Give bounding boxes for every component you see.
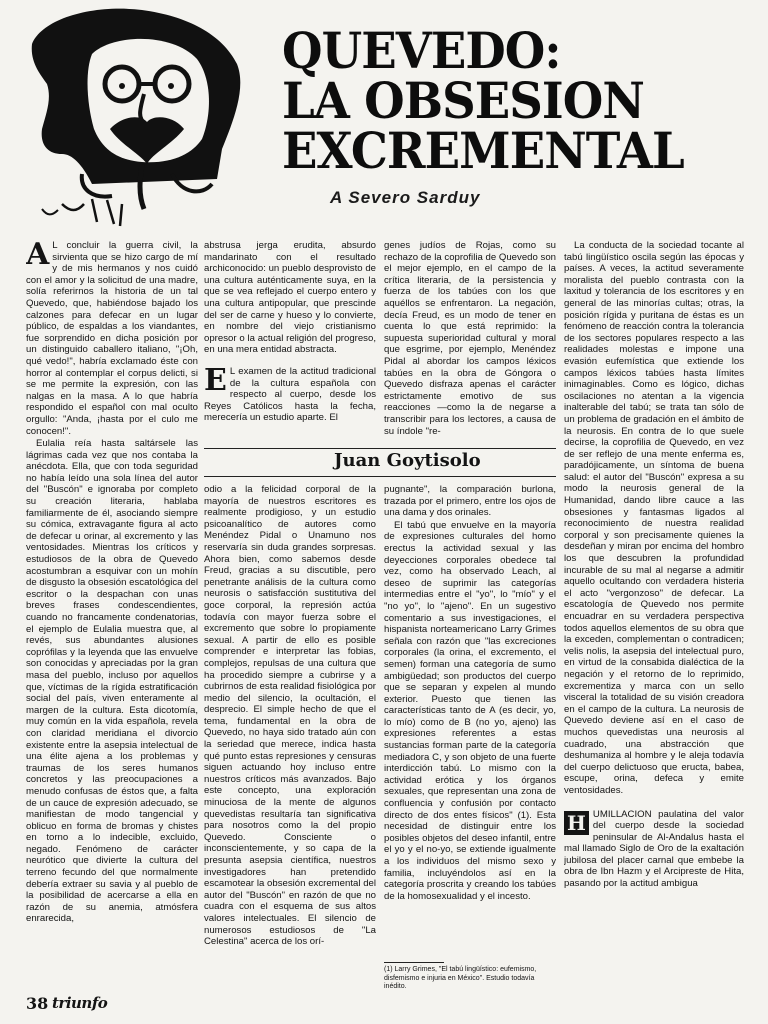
paragraph: Eulalia reía hasta saltársele las lágrimas cada vez que nos contaba la anécdota. Ella, que con toda seguridad no había leído una sola línea del autor del "Buscón" e ignoraba por completo su creación literaria, hablaba familiarmente de él, asociando siempre su cómica, extravagante figura al acto de defecar u orinar, al excremento y las ventosidades. Mientras los críticos y estudiosos de la obra de Quevedo acostumbran a esquivar con un mohín de disgusto la obsesión escatológica del escritor o la despachan con unas breves frases condescendientes, cuando no francamente condenatorias, el ejemplo de Eulalia muestra que, al revés, sus abundantes alusiones coprófilas y la leyenda que las envuelve son conocidas y apreciadas por la gran masa del pueblo, incluso por aquellos que, víctimas de la rígida estratificación social del país, viven enteramente al margen de la cultura. Esta dicotomía, muy común en la vida española, revela con claridad meridiana el divorcio existente entre la asepsia intelectual de una élite ajena a los problemas y traumas de los seres humanos concretos y las preocupaciones a menudo confusas de éstos que, a falta de un cauce de expresión adecuado, se manifiestan de modo tangencial y oblicuo en forma de bromas y chistes en torno a lo indecible, excluido, negado. Fenómeno de carácter neurótico que divierte la cultura del terreno fecundo del que normalmente debería extraer su savia y al pueblo de la posibilidad de acercarse a ella en razón de su anemia, atmósfera enrarecida, xyxy=(26,438,198,925)
column-2-top xyxy=(204,240,376,446)
paragraph: abstrusa jerga erudita, absurdo mandarinato con el resultado archiconocido: un pueblo desprovisto de una cultura auténticamente suya, en la que se vea reflejado el cuerpo entero y una cultura antipopular, que prescinde del ser de carne y hueso y lo convierte, en nombre del viejo cristianismo opresor o la actual religión del progreso, en una mera entidad abstracta. xyxy=(204,240,376,356)
paragraph: E L examen de la actitud tradicional de la cultura española con respecto al cuerpo, desde los Reyes Católicos hasta la fecha, merecería un estudio aparte. El xyxy=(204,362,376,424)
title-line-2: LA OBSESION xyxy=(282,71,644,130)
footnote: (1) Larry Grimes, "El tabú lingüístico: eufemismo, disfemismo e injuria en México". Estudio todavía inédito. xyxy=(384,966,537,990)
paragraph: La conducta de la sociedad tocante al tabú lingüístico oscila según las épocas y países. A veces, la actitud severamente moralista del pueblo contrasta con la laxitud y tolerancia de los escritores y en general de las minorías cultas; otras, la posición rígida y puritana de éstas es un fenómeno de reacción contra la tolerancia de los sectores populares respecto a las realidades molestas e impone una evasión eufemística que extiende los campos léxicos tabúes hasta límites inimaginables. Como es lógico, dichas oscilaciones no atentan a la vigencia inalterable del tabú; se trata tan sólo de un problema de gradación en el ámbito de la neurosis. En contra de lo que suele decirse, la coprofilia de Quevedo, en vez de ser reflejo de una mente enferma es, paradójicamente, un síntoma de buena salud: el autor del "Buscón" expresa a su modo la neurosis general de la Humanidad, dando libre cauce a las obsesiones y fantasmas ligados al reconocimiento de nuestra realidad corporal y son precisamente quienes la desdeñan y miran por encima del hombro los que descubren la profundidad incurable de su mal al negarse a admitir aquello ocultando con verdadera histeria el acto "vergonzoso" de defecar. La escatología de Quevedo nos permite encuadrar en su verdadera perspectiva todos aquellos elementos de su obra que la exceden, complementan o contradicen; velis nolis, la asepsia del intelectual puro, en virtud de la consabida dialéctica de la negación y el retorno de lo reprimido, excrementiza y marca con un sello visceral la totalidad de su visión creadora en el campo de la cultura. La neurosis de Quevedo deviene así en el caso de muchos quevedistas una neurosis al cuadrado, una abstracción que deshumaniza al hombre y le aleja todavía del cuerpo delictuoso que eructa, babea, escupe, orina, defeca y emite ventosidades. xyxy=(564,240,744,796)
column-1 xyxy=(26,240,198,982)
paragraph: genes judíos de Rojas, como su rechazo de la coprofilia de Quevedo son el mejor ejemplo, en el campo de la crítica literaria, de la persistencia y fuerza de los tabúes con los que aquéllos se enfrentaron. La negación, decía Freud, es un modo de tener en cuenta lo que está reprimido: la supuesta superioridad cultural y moral que esgrime, por ejemplo, Menéndez Pidal al abordar los campos léxicos tabúes en la obra de Góngora o Quevedo disfraza apenas el carácter estrictamente emotivo de sus reacciones —como la de negarse a transcribir para los lectores, a causa de su índole "re- xyxy=(384,240,556,437)
column-3-top xyxy=(384,240,556,446)
drop-cap: A xyxy=(26,240,50,272)
paragraph: H UMILLACION paulatina del valor del cuerpo desde la sociedad peninsular de Al-Andalus hasta el mal llamado Siglo de Oro de la exaltación jubilosa del placer carnal que embebe la obra de Ibn Hazm y el Arcipreste de Hita, pasando por la actitud ambigua xyxy=(564,808,744,890)
magazine-name: triunfo xyxy=(52,994,108,1012)
paragraph: odio a la felicidad corporal de la mayoría de nuestros escritores es realmente prodigioso, y un estudio psicoanalítico de autores como Menéndez Pidal o Unamuno nos reservaría sin duda grandes sorpresas. Ahora bien, como sabemos desde Freud, gracias a su discutible, pero penetrante análisis de la cultura como neurosis o satisfacción sustitutiva del goce corporal, la represión actúa todavía con mayor fuerza sobre el excremento que sobre lo propiamente sexual. A partir de ello es posible comprender e interpretar las fobias, complejos, repulsas de una cultura que ha procedido siempre a cubrirse y a cubrirnos de esta realidad fisiológica por medio del silencio, la ocultación, el desprecio. El simple hecho de que el tema, fundamental en la obra de Quevedo, no haya sido tratado aún con la seriedad que merece, indica hasta qué punto estas represiones y censuras siguen actuando hoy incluso entre nuestros críticos más avanzados. Bajo este concepto, una exploración minuciosa de la mente de algunos quevedistas resultaría tan significativa para nosotros como la del propio Quevedo. Consciente o inconscientemente, y so capa de la presunta asepsia científica, nuestros investigadores han pretendido escamotear la obsesión excremental del autor del "Buscón" en razón de que no cuadra con el esquema de sus altos valores intelectuales. El silencio de numerosos estudiosos de "La Celestina" acerca de los orí- xyxy=(204,484,376,948)
column-4 xyxy=(564,240,744,1010)
title-line-3: EXCREMENTAL xyxy=(282,121,684,180)
divider-line xyxy=(204,448,556,449)
column-2-bottom xyxy=(204,484,376,982)
title-line-1: QUEVEDO: xyxy=(282,21,561,80)
column-3-bottom xyxy=(384,484,556,954)
divider-line xyxy=(204,476,556,477)
quevedo-caricature-illustration xyxy=(22,4,272,230)
paragraph: El tabú que envuelve en la mayoría de expresiones culturales del homo erectus la actividad sexual y las deyecciones corporales obedece tal vez, como ha observado Leach, al deseo de suprimir las categorías intermedias entre el "yo", lo "mío" y el "no yo", lo "ajeno". En un sugestivo comentario a sus investigaciones, el hispanista norteamericano Larry Grimes señala con razón que "las excreciones corporales (la orina, el excremento, el semen) forman una categoría de sumo ambigüedad; son productos del cuerpo que se separan y expelen al mundo exterior. Puesto que tienen las características tanto de A (es decir, yo, lo mío) como de B (no yo, ajeno) las expresiones referentes a estas sustancias forman parte de la categoría mediadora C, y son objeto de una fuerte interdicción tabú. Lo mismo con la actividad erótica y los órganos sexuales, que representan una zona de confluencia y confusión por contacto directo de dos entes físicos" (1). Esta necesidad de distinguir entre los posibles objetos del deseo infantil, entre el yo y el no-yo, se extiende igualmente a los individuos del mismo sexo y familia, incluyéndolos así en la categoría proscrita y creando los tabúes de la homosexualidad y el incesto. xyxy=(384,519,556,902)
page-number: 38 xyxy=(26,994,49,1013)
footnote-rule xyxy=(384,962,444,963)
drop-cap: H xyxy=(564,811,589,835)
byline: A Severo Sarduy xyxy=(330,188,481,207)
second-author: Juan Goytisolo xyxy=(334,450,481,471)
paragraph: A L concluir la guerra civil, la sirvienta que se hizo cargo de mí y de mis hermanos y nos cuidó con el amor y la solicitud de una madre, solía referirnos la historia de un tal Quevedo, que, habiéndose bajado los calzones para defecar en un lugar público, de espaldas a los viandantes, fue sorprendido en dicha posición por un distinguido caballero italiano, "¡Oh, qué vedo!", habría exclamado éste con horror al contemplar el corpus delicti, si se me permite la expresión, con las nalgas en la masa. A lo que habría respondido el español con mal oculto orgullo: "Anda, ¡hasta por el culo me conocen!". xyxy=(26,240,198,437)
paragraph: pugnante", la comparación burlona, trazada por el primero, entre los ojos de una dama y dos orinales. xyxy=(384,484,556,519)
article-title xyxy=(282,21,725,180)
drop-cap: E xyxy=(204,362,227,398)
